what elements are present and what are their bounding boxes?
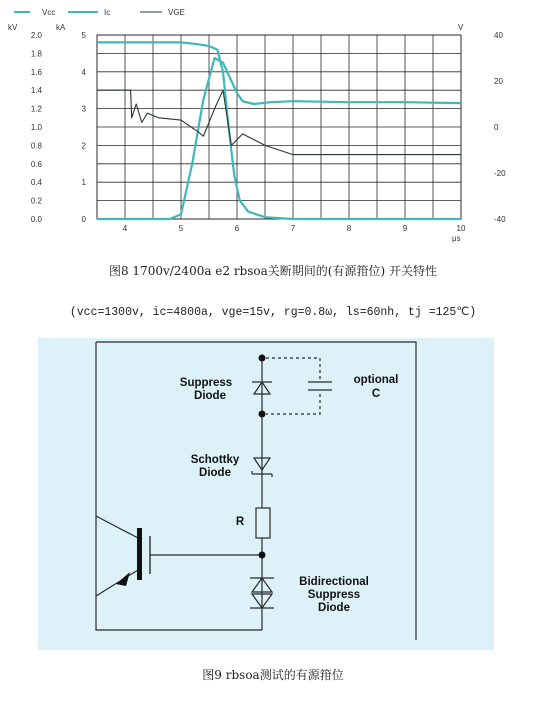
y-tick-label-ka: 5 xyxy=(81,31,86,40)
label-optional: optional xyxy=(353,374,399,386)
x-tick-label: 10 xyxy=(456,224,466,233)
y-tick-label-kv: 0.2 xyxy=(30,196,42,206)
label-schottky-diode: Diode xyxy=(199,467,231,479)
series-line-ic xyxy=(97,42,461,219)
label-suppress-diode: Diode xyxy=(194,390,226,402)
y-tick-label-kv: 2.0 xyxy=(30,31,42,40)
switching-waveform-chart xyxy=(0,0,546,250)
y-tick-label-kv: 0.4 xyxy=(30,178,42,188)
x-tick-label: 7 xyxy=(290,224,296,233)
y-tick-label-kv: 1.6 xyxy=(30,67,42,77)
y-tick-label-v: 40 xyxy=(494,31,503,40)
y-tick-label-kv: 1.0 xyxy=(30,123,42,132)
legend-label-ic: Ic xyxy=(104,8,111,17)
junction-node-top xyxy=(259,355,266,362)
unit-label-kv: kV xyxy=(8,23,18,32)
y-tick-label-ka: 3 xyxy=(81,104,86,114)
label-capacitor-c: C xyxy=(371,388,381,400)
chart-legend xyxy=(14,8,185,17)
y-tick-label-kv: 1.4 xyxy=(30,86,42,96)
junction-node-gate xyxy=(259,552,266,559)
x-tick-label: 4 xyxy=(122,224,128,233)
label-suppress: Suppress xyxy=(179,377,233,389)
y-tick-label-kv: 1.2 xyxy=(30,104,42,114)
unit-label-v: V xyxy=(458,23,464,32)
legend-label-vge: VGE xyxy=(168,8,185,17)
y-tick-label-v: 20 xyxy=(494,77,503,86)
x-tick-label: 8 xyxy=(346,224,352,233)
y-tick-label-ka: 2 xyxy=(81,141,86,151)
series-line-vge xyxy=(97,90,461,154)
chart-grid xyxy=(97,35,461,219)
label-bidirectional-suppress: Suppress xyxy=(307,589,361,601)
unit-label-ka: kA xyxy=(56,23,66,32)
junction-node-suppress-bottom xyxy=(259,411,266,418)
figure8-test-conditions: (vcc=1300v, ic=4800a, vge=15v, rg=0.8ω, ls=60nh, tj =125℃) xyxy=(69,306,477,319)
label-bidirectional: Bidirectional xyxy=(299,576,369,588)
unit-label-us: μs xyxy=(452,234,461,243)
y-tick-label-v: 0 xyxy=(494,123,499,132)
y-tick-label-kv: 0.6 xyxy=(30,159,42,169)
legend-label-vcc: Vcc xyxy=(42,8,56,17)
y-tick-label-ka: 0 xyxy=(81,215,86,224)
active-clamp-circuit-diagram xyxy=(38,338,494,650)
y-tick-label-kv: 0.8 xyxy=(30,141,42,151)
label-schottky: Schottky xyxy=(190,454,240,466)
figure8-caption: 图8 1700v/2400a e2 rbsoa关断期间的(有源箝位) 开关特性 xyxy=(108,264,437,278)
chart-tick-labels xyxy=(31,31,506,233)
series-line-vcc xyxy=(97,58,461,219)
x-tick-label: 5 xyxy=(178,224,184,233)
x-tick-label: 6 xyxy=(234,224,240,233)
y-tick-label-ka: 4 xyxy=(81,67,86,77)
y-tick-label-v: -40 xyxy=(494,215,506,224)
resistor-icon xyxy=(256,508,270,538)
figure9-caption: 图9 rbsoa测试的有源箝位 xyxy=(202,668,344,682)
chart-series xyxy=(97,42,461,219)
label-resistor-r: R xyxy=(235,516,245,528)
label-bidirectional-diode: Diode xyxy=(318,602,350,614)
x-tick-label: 9 xyxy=(402,224,408,233)
y-tick-label-kv: 0.0 xyxy=(30,215,42,224)
y-tick-label-v: -20 xyxy=(494,169,506,178)
y-tick-label-ka: 1 xyxy=(81,178,86,188)
y-tick-label-kv: 1.8 xyxy=(30,49,42,59)
